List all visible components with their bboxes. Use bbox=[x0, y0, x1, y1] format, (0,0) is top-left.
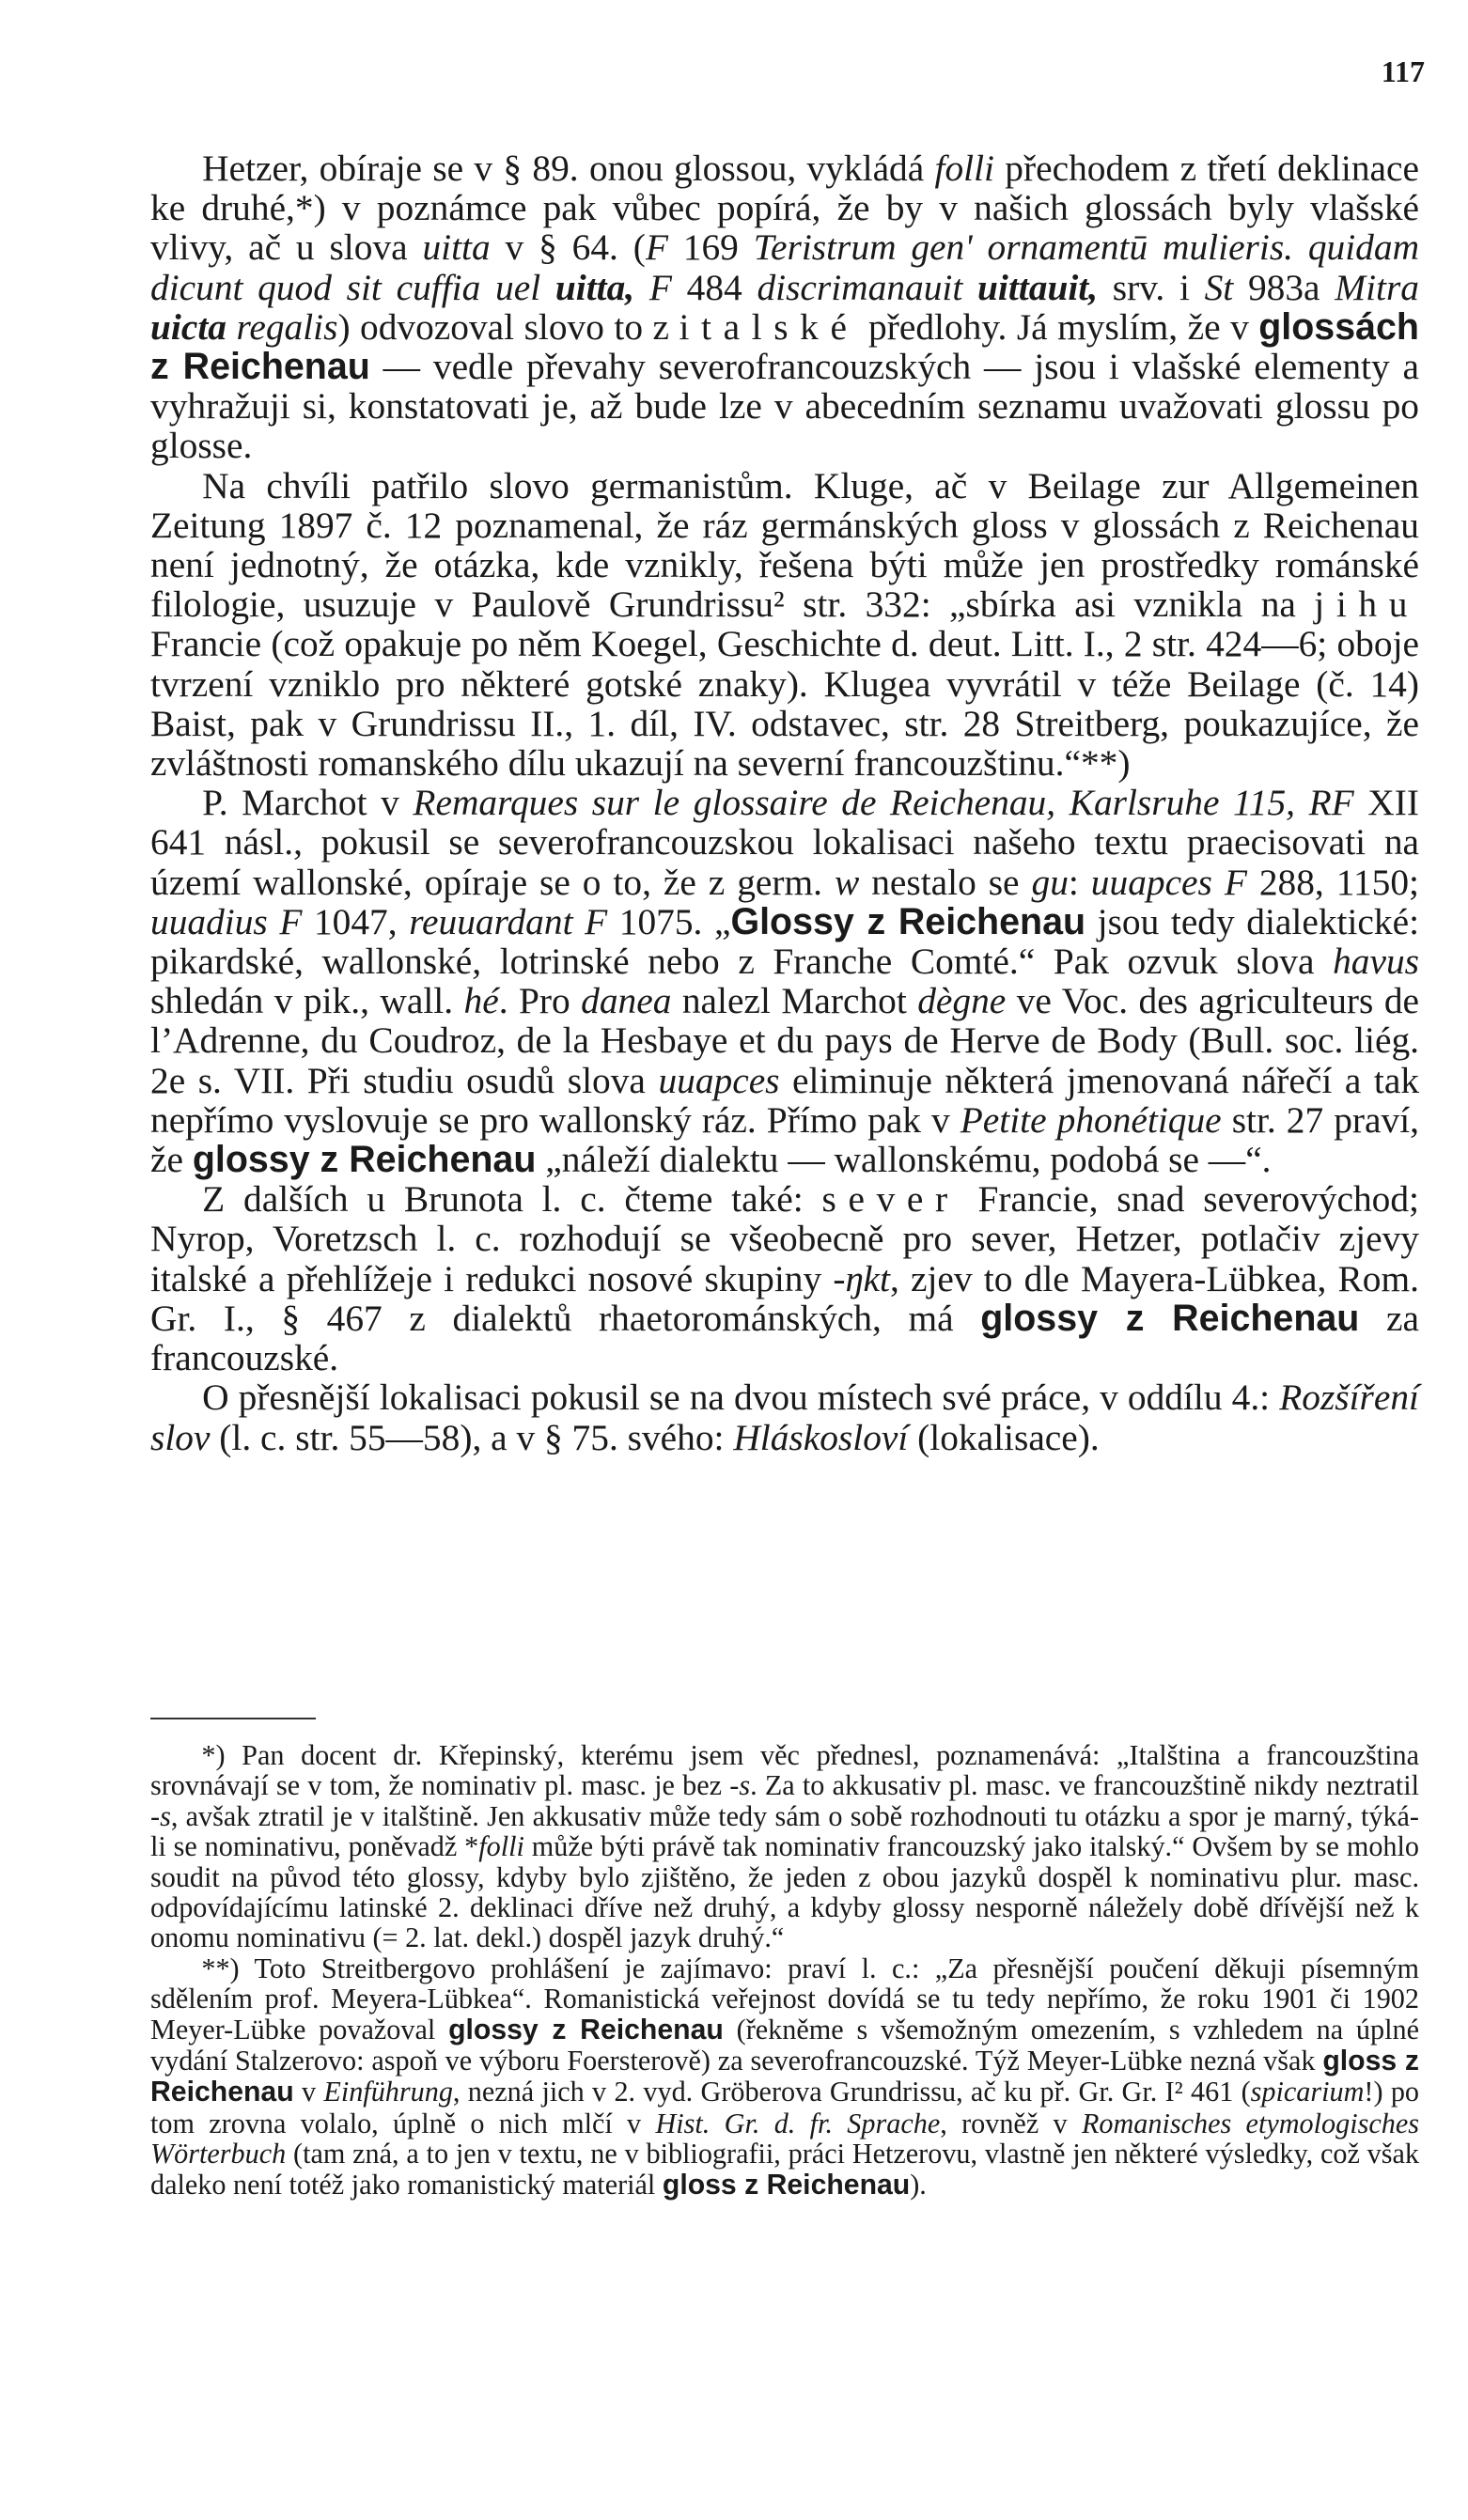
italic-run: spicarium bbox=[1250, 2076, 1365, 2108]
text-run: (l. c. str. 55—58), a v § 75. svého: bbox=[210, 1416, 734, 1458]
italic-run: Einführung bbox=[323, 2076, 453, 2108]
italic-run: Remarques sur le glossaire de Reichenau, Karlsruhe 115, RF bbox=[413, 782, 1354, 824]
italic-run: uuapces F bbox=[1090, 861, 1247, 903]
text-run: v § 64. ( bbox=[490, 226, 646, 269]
italic-run: reuuardant F bbox=[409, 900, 608, 942]
text-run: za francouzské. bbox=[150, 1297, 1419, 1379]
text-run: srv. i bbox=[1098, 266, 1205, 308]
text-run: 983a bbox=[1233, 266, 1335, 308]
italic-run: ŋkt bbox=[845, 1257, 890, 1299]
italic-run: hé bbox=[463, 980, 499, 1022]
footnote bbox=[150, 1740, 1419, 1953]
paragraph bbox=[150, 148, 1419, 466]
spaced-emphasis: sever bbox=[821, 1178, 960, 1221]
text-run: **) Toto Streitbergovo prohlášení je zajímavo: praví l. c.: „Za přesnější poučení děkuji písemným sdělením prof. Meyera-Lübkea“. Romanistická veřejnost dovídá se tu tedy nepřímo, že roku 1901 či 1902 Meyer-Lübke považoval bbox=[150, 1952, 1419, 2046]
text-run bbox=[634, 267, 649, 308]
paragraph bbox=[150, 783, 1419, 1179]
text-run: P. Marchot v bbox=[202, 782, 414, 824]
paragraph bbox=[150, 1377, 1419, 1456]
spaced-emphasis: jihu bbox=[1314, 583, 1419, 626]
text-run: ve Voc. des agriculteurs de l’Adrenne, du Coudroz, de la Hesbaye et du pays de Herve de Body (Bull. soc. liég. 2e s. VII. Při studiu osudů slova bbox=[150, 980, 1420, 1101]
bold-italic-run: uicta bbox=[150, 305, 226, 348]
text-run: O přesnější lokalisaci pokusil se na dvou místech své práce, v oddílu 4.: bbox=[202, 1377, 1280, 1419]
italic-run: folli bbox=[934, 148, 995, 189]
italic-run: Hist. Gr. d. fr. Sprache bbox=[655, 2107, 941, 2139]
text-run: (řekněme s všemožným omezením, s vzhledem na úplné vydání Stalzerovo: aspoň ve výboru Foersterově) za severofrancouzské. Týž Meyer-Lübke nezná však bbox=[150, 2013, 1419, 2077]
text-run: Francie (což opakuje po něm Koegel, Geschichte d. deut. Litt. I., 2 str. 424—6; oboje tvrzení vzniklo pro některé gotské znaky). Klugea vyvrátil v téže Beilage (č. 14) Baist, pak v Grundrissu II., 1. díl, IV. odstavec, str. 28 Streitberg, poukazujíce, že zvláštnosti romanského dílu ukazují na severní francouzštinu.“**) bbox=[150, 623, 1419, 785]
text-run: shledán v pik., wall. bbox=[150, 980, 464, 1022]
text-run: Na chvíli patřilo slovo germanistům. Kluge, ač v Beilage zur Allgemeinen Zeitung 1897 č. 12 poznamenal, že ráz germánských gloss v glossách z Reichenau není jednotný, že otázka, kde vznikly, řešena býti může jen prostředky románské filologie, usuzuje v Paulově Grundrissu² str. 332: „sbírka asi vznikla na bbox=[150, 464, 1419, 626]
text-run: nestalo se bbox=[859, 861, 1032, 903]
italic-run: Rozšíření slov bbox=[150, 1377, 1419, 1458]
text-run: XII 641 násl., pokusil se severofrancouzskou lokalisaci našeho textu praecisovati na území wallonské, opíraje se o to, že z germ. bbox=[150, 782, 1419, 903]
text-run: Z dalších u Brunota l. c. čteme také: bbox=[202, 1178, 822, 1221]
glossary-term: glossy z Reichenau bbox=[192, 1139, 537, 1181]
glossary-term: glossy z Reichenau bbox=[448, 2014, 724, 2046]
main-text bbox=[150, 148, 1419, 1457]
italic-run: Hláskosloví bbox=[733, 1416, 909, 1458]
text-run: Francie, snad severovýchod; Nyrop, Voretzsch l. c. rozhodují se všeobecně pro sever, Hetzer, potlačiv zjevy italské a přehlížeje i redukci nosové skupiny - bbox=[150, 1178, 1419, 1299]
italic-run: danea bbox=[581, 980, 672, 1022]
italic-run: dègne bbox=[917, 980, 1007, 1022]
footnotes bbox=[150, 1740, 1419, 2201]
page-number: 117 bbox=[1381, 54, 1425, 88]
bold-italic-run: uitta, bbox=[554, 266, 635, 308]
text-run: 288, 1150; bbox=[1246, 861, 1419, 903]
text-run: — vedle převahy severofrancouzských — jsou i vlašské elementy a vyhražuji si, konstatovati je, až bude lze v abecedním seznamu uvažovati glossu po glosse. bbox=[150, 346, 1419, 467]
italic-run: Romanisches etymologisches Wörterbuch bbox=[150, 2107, 1419, 2170]
text-run: v bbox=[293, 2076, 324, 2108]
text-run: „náleží dialektu — wallonskému, podobá se —“. bbox=[536, 1139, 1272, 1181]
glossary-term: gloss z Reichenau bbox=[150, 2046, 1419, 2108]
italic-run: w bbox=[834, 861, 860, 903]
italic-run: uuapces bbox=[658, 1059, 780, 1101]
text-run: předlohy. Já myslím, že v bbox=[858, 305, 1259, 348]
text-run: str. 27 praví, že bbox=[150, 1098, 1419, 1181]
text-run: ) odvozoval slovo to z bbox=[337, 305, 679, 348]
italic-run: gu bbox=[1031, 861, 1069, 903]
text-run bbox=[540, 267, 555, 308]
text-run: ). bbox=[910, 2168, 927, 2201]
italic-run: Mitra bbox=[1335, 266, 1419, 308]
footnote-separator bbox=[150, 1718, 316, 1719]
text-run: . Za to akkusativ pl. masc. ve francouzštině nikdy neztratil - bbox=[150, 1769, 1420, 1832]
text-run: !) po tom zrovna volalo, úplně o nich mlčí v bbox=[150, 2076, 1420, 2139]
text-run: : bbox=[1068, 861, 1091, 903]
text-run bbox=[962, 267, 977, 308]
text-run: může býti právě tak nominativ francouzský jako italský.“ Ovšem by se mohlo soudit na původ této glossy, kdyby bylo zjištěno, že jeden z obou jazyků dospěl k nominativu plur. masc. odpovídajícímu latinské 2. deklinaci dříve než druhý, a kdyby glossy nesporně náležely době dřívější než k onomu nominativu (= 2. lat. dekl.) dospěl jazyk druhý.“ bbox=[150, 1830, 1419, 1954]
italic-run: regalis bbox=[236, 305, 338, 348]
text-run: přechodem z třetí deklinace ke druhé,*) v poznámce pak vůbec popírá, že by v našich glossách byly vlašské vlivy, ač u slova bbox=[150, 148, 1419, 269]
italic-run: Petite phonétique bbox=[960, 1098, 1222, 1141]
footnote bbox=[150, 1953, 1419, 2201]
italic-run: uitta bbox=[422, 226, 491, 269]
paragraph bbox=[150, 1179, 1419, 1377]
italic-run: F bbox=[648, 266, 672, 308]
italic-run: uuadius F bbox=[150, 900, 303, 942]
glossary-term: gloss z Reichenau bbox=[662, 2169, 911, 2201]
text-run: , zjev to dle Mayera-Lübkea, Rom. Gr. I., § 467 z dialektů rhaetorománských, má bbox=[150, 1257, 1419, 1339]
italic-run: s bbox=[160, 1799, 171, 1832]
text-run: , rovněž v bbox=[940, 2107, 1082, 2139]
text-run: . Pro bbox=[498, 980, 582, 1022]
italic-run: s bbox=[739, 1769, 751, 1802]
text-run: eliminuje některá jmenovaná nářečí a tak nepřímo vyslovuje se pro wallonský ráz. Přímo pak v bbox=[150, 1059, 1420, 1141]
text-run: , nezná jich v 2. vyd. Gröberova Grundrissu, ač ku př. Gr. Gr. I² 461 ( bbox=[452, 2076, 1251, 2108]
text-run: 169 bbox=[667, 226, 754, 269]
italic-run: F bbox=[645, 226, 668, 269]
text-run: , avšak ztratil je v italštině. Jen akkusativ může tedy sám o sobě rozhodnouti tu otázku a spor je marný, týká-li se nominativu, poněvadž * bbox=[150, 1799, 1419, 1863]
text-run: (tam zná, a to jen v textu, ne v bibliografii, práci Hetzerovu, vlastně jen některé výsledky, což však daleko není totéž jako romanistický materiál bbox=[150, 2138, 1419, 2201]
italic-run: St bbox=[1204, 266, 1234, 308]
italic-run: folli bbox=[478, 1830, 524, 1863]
text-run: 484 bbox=[671, 266, 757, 308]
italic-run: Teristrum gen' ornamentū mulieris. quidam dicunt quod sit cuffia uel bbox=[150, 226, 1420, 308]
text-run: nalezl Marchot bbox=[671, 980, 918, 1022]
italic-run: havus bbox=[1333, 941, 1419, 983]
text-run: jsou tedy dialektické: pikardské, wallonské, lotrinské nebo z Franche Comté.“ Pak ozvuk slova bbox=[150, 900, 1420, 983]
text-run: 1047, bbox=[302, 900, 410, 942]
text-run bbox=[226, 306, 236, 348]
text-run: Hetzer, obíraje se v § 89. onou glossou, vykládá bbox=[202, 148, 935, 189]
italic-run: discrimanauit bbox=[757, 266, 963, 308]
glossary-term: glossy z Reichenau bbox=[980, 1297, 1360, 1339]
text-run: *) Pan docent dr. Křepinský, kterému jsem věc přednesl, poznamenává: „Italština a francouzština srovnávají se v tom, že nominativ pl. masc. je bez - bbox=[150, 1739, 1419, 1802]
glossary-term: Glossy z Reichenau bbox=[730, 900, 1086, 942]
bold-italic-run: uittauit, bbox=[977, 266, 1099, 308]
text-run: (lokalisace). bbox=[908, 1416, 1100, 1458]
glossary-term: glossách z Reichenau bbox=[150, 305, 1419, 388]
spaced-emphasis: italské bbox=[679, 305, 859, 348]
text-run: 1075. „ bbox=[607, 900, 731, 942]
paragraph bbox=[150, 466, 1419, 784]
